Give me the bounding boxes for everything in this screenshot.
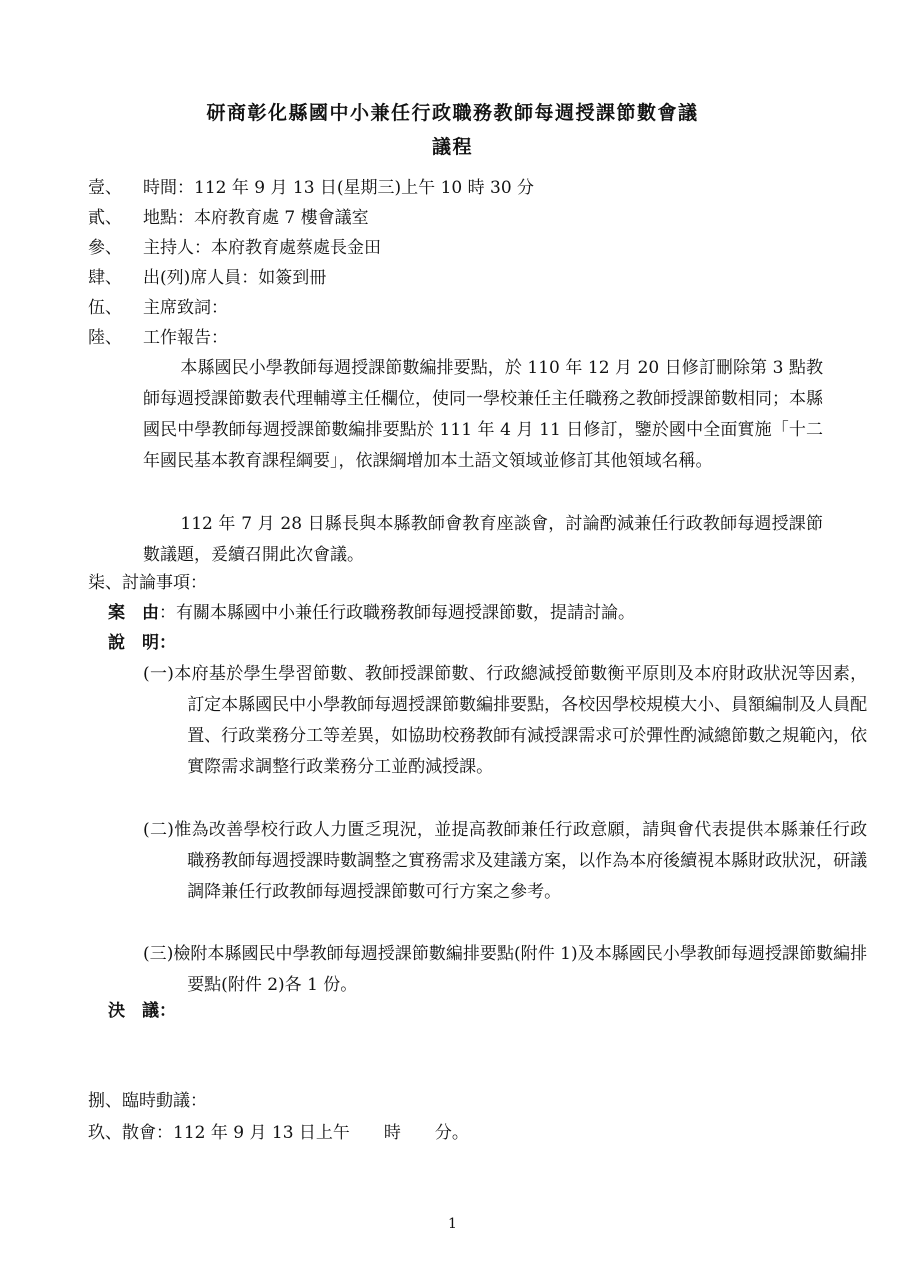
page-number: 1: [448, 1216, 457, 1232]
agenda-item-opening: [88, 295, 228, 321]
item-number: 參、: [88, 238, 122, 258]
extempore-motions: 捌、臨時動議：: [88, 1091, 207, 1111]
item-text: 工作報告：: [143, 328, 228, 348]
case-label: 案 由: [108, 603, 159, 623]
explanation-item-2: (二)惟為改善學校行政人力匱乏現況，並提高教師兼任行政意願，請與會代表提供本縣兼任行政職務教師每週授課時數調整之實務需求及建議方案，以作為本府後續視本縣財政狀況，研議調降兼任行政教師每週授課節數可行方案之參考。: [143, 820, 868, 902]
document-subtitle: 議程: [431, 136, 473, 158]
item-text: 地點：本府教育處 7 樓會議室: [143, 208, 369, 228]
case-line: [108, 600, 635, 626]
agenda-item-time: [88, 175, 535, 201]
discussion-heading: 柒、討論事項：: [88, 573, 207, 593]
item-number: 伍、: [88, 298, 122, 318]
item-number: 陸、: [88, 328, 122, 348]
explanation-label: 說 明：: [108, 633, 176, 653]
item-number: 壹、: [88, 178, 122, 198]
explanation-item-1: (一)本府基於學生學習節數、教師授課節數、行政總減授節數衡平原則及本府財政狀況等因素，訂定本縣國民中小學教師每週授課節數編排要點，各校因學校規模大小、員額編制及人員配置、行政業務分工等差異，如協助校務教師有減授課需求可於彈性酌減總節數之規範內，依實際需求調整行政業務分工並酌減授課。: [143, 664, 868, 777]
agenda-item-report: [88, 325, 228, 351]
item-text: 出(列)席人員：如簽到冊: [143, 268, 327, 288]
item-text: 時間：112 年 9 月 13 日(星期三)上午 10 時 30 分: [143, 178, 535, 198]
agenda-item-host: [88, 235, 381, 261]
item-number: 貳、: [88, 208, 122, 228]
explanation-item-3: (三)檢附本縣國民中學教師每週授課節數編排要點(附件 1)及本縣國民小學教師每週授課節數編排要點(附件 2)各 1 份。: [143, 944, 868, 995]
adjournment: 玖、散會：112 年 9 月 13 日上午 時 分。: [88, 1123, 469, 1143]
resolution-label: 決 議：: [108, 1001, 176, 1021]
agenda-item-attendees: [88, 265, 327, 291]
agenda-item-place: [88, 205, 369, 231]
case-text: ：有關本縣國中小兼任行政職務教師每週授課節數，提請討論。: [159, 603, 635, 623]
report-paragraph-1: 本縣國民小學教師每週授課節數編排要點，於 110 年 12 月 20 日修訂刪除第 3 點教師每週授課節數表代理輔導主任欄位，使同一學校兼任主任職務之教師授課節數相同；本縣國民中學教師每週授課節數編排要點於 111 年 4 月 11 日修訂，鑒於國中全面實施「十二年國民基本教育課程綱要」，依課綱增加本土語文領域並修訂其他領域名稱。: [143, 358, 823, 471]
report-paragraph-2: 112 年 7 月 28 日縣長與本縣教師會教育座談會，討論酌減兼任行政教師每週授課節數議題，爰續召開此次會議。: [143, 514, 823, 565]
item-number: 肆、: [88, 268, 122, 288]
item-text: 主席致詞：: [143, 298, 228, 318]
item-text: 主持人：本府教育處蔡處長金田: [143, 238, 381, 258]
document-title: 研商彰化縣國中小兼任行政職務教師每週授課節數會議: [206, 102, 699, 124]
